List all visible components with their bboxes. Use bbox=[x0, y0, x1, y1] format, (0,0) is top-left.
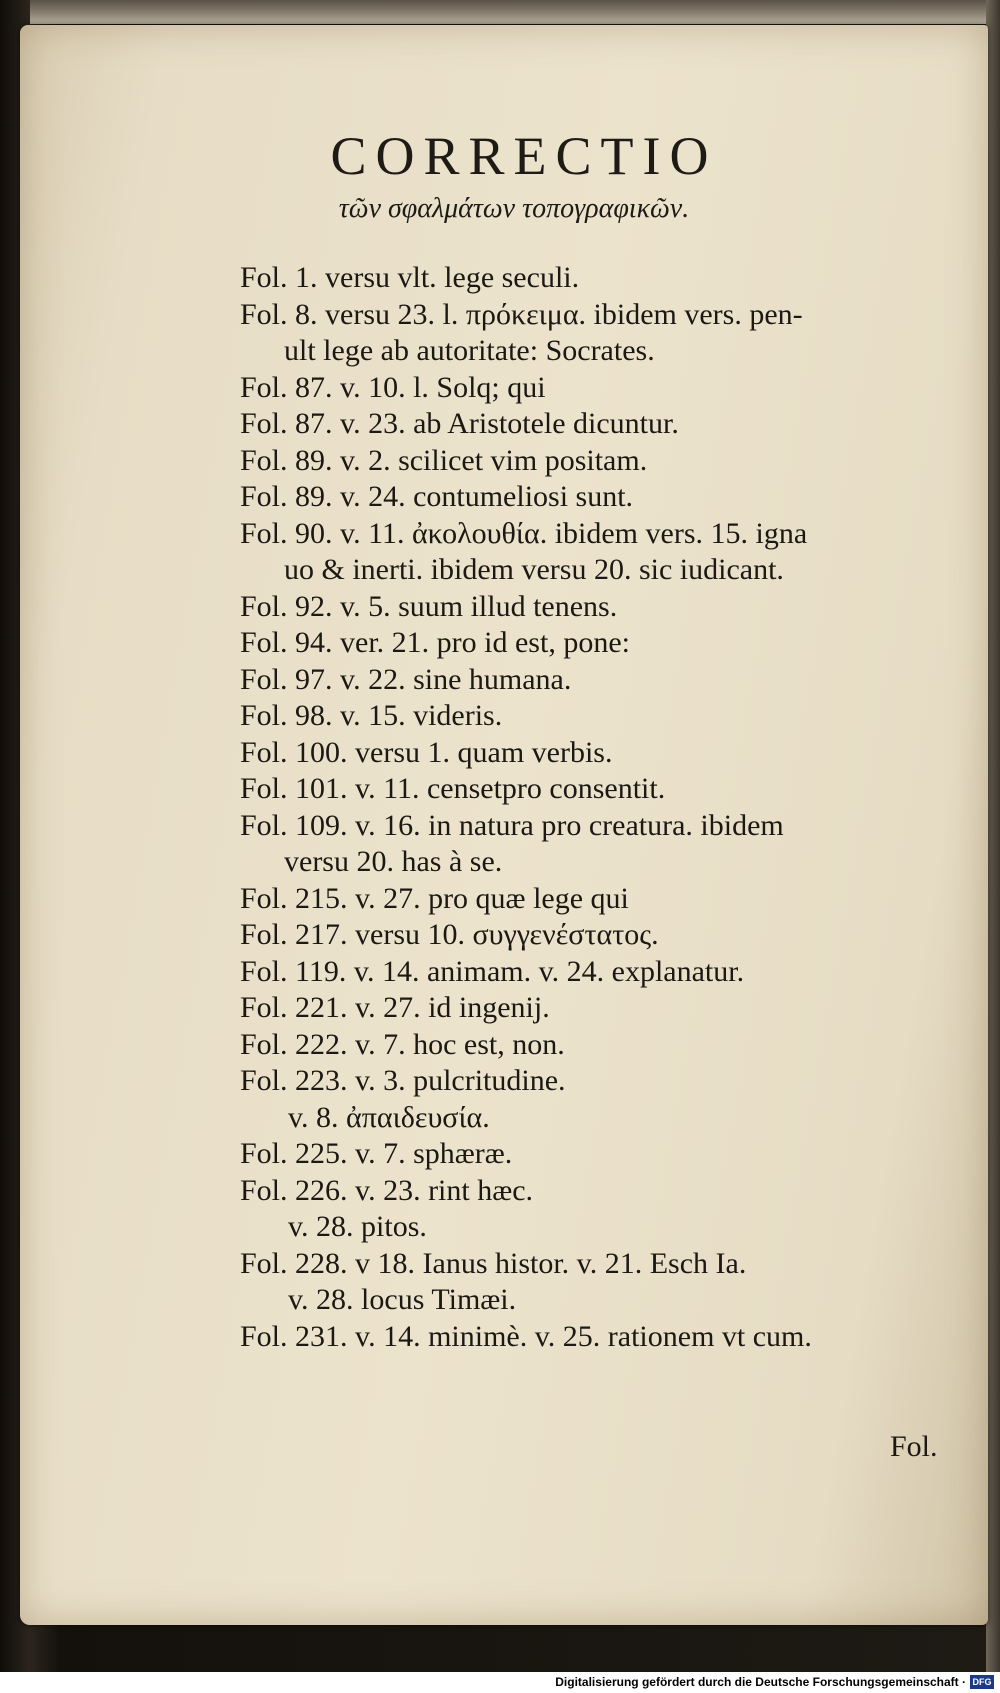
errata-entry: Fol. 222. v. 7. hoc est, non. bbox=[240, 1027, 565, 1061]
errata-entry: Fol. 217. versu 10. συγγενέστατος. bbox=[240, 918, 659, 951]
errata-entry: Fol. 221. v. 27. id ingenij. bbox=[240, 991, 550, 1024]
errata-entry-continuation: versu 20. has à se. bbox=[284, 845, 503, 878]
errata-entry: Fol. 231. v. 14. minimè. v. 25. rationem vt cum. bbox=[240, 1319, 812, 1353]
errata-entry: Fol. 8. versu 23. l. πρόκειμα. ibidem vers. pen- bbox=[240, 297, 803, 331]
errata-entry: Fol. 101. v. 11. censetpro consentit. bbox=[240, 772, 666, 805]
errata-entry-continuation: ult lege ab autoritate: Socrates. bbox=[284, 334, 655, 367]
errata-entry: Fol. 87. v. 23. ab Aristotele dicuntur. bbox=[240, 407, 679, 440]
errata-entry: Fol. 223. v. 3. pulcritudine. bbox=[240, 1064, 566, 1097]
errata-list bbox=[240, 260, 960, 1355]
book-top-edge bbox=[30, 0, 990, 24]
errata-entry-continuation: v. 28. locus Timæi. bbox=[288, 1283, 517, 1316]
digitization-credit: Digitalisierung gefördert durch die Deutsche Forschungsgemeinschaft · bbox=[555, 1675, 966, 1689]
page-subheading: τῶν σφαλμάτων τοπογραφικῶν. bbox=[338, 193, 690, 224]
footer-bar bbox=[0, 1672, 1000, 1693]
catchword: Fol. bbox=[890, 1430, 938, 1463]
errata-entry: Fol. 228. v 18. Ianus histor. v. 21. Esch Ia. bbox=[240, 1246, 747, 1280]
errata-entry: Fol. 1. versu vlt. lege seculi. bbox=[240, 261, 580, 294]
errata-entry: Fol. 97. v. 22. sine humana. bbox=[240, 662, 572, 696]
errata-entry: Fol. 109. v. 16. in natura pro creatura. ibidem bbox=[240, 808, 784, 842]
errata-entry-continuation: v. 8. ἀπαιδευσία. bbox=[288, 1100, 490, 1134]
errata-entry: Fol. 226. v. 23. rint hæc. bbox=[240, 1173, 534, 1207]
errata-entry: Fol. 89. v. 2. scilicet vim positam. bbox=[240, 443, 648, 477]
errata-entry: Fol. 119. v. 14. animam. v. 24. explanatur. bbox=[240, 954, 745, 988]
book-page bbox=[20, 25, 988, 1625]
errata-entry: Fol. 100. versu 1. quam verbis. bbox=[240, 735, 613, 769]
errata-entry: Fol. 94. ver. 21. pro id est, pone: bbox=[240, 626, 630, 659]
errata-entry-continuation: uo & inerti. ibidem versu 20. sic iudicant. bbox=[284, 553, 784, 586]
page-heading: CORRECTIO bbox=[330, 126, 718, 186]
dfg-logo-icon: DFG bbox=[970, 1675, 994, 1689]
errata-entry: Fol. 87. v. 10. l. Solq; qui bbox=[240, 370, 546, 404]
errata-entry: Fol. 92. v. 5. suum illud tenens. bbox=[240, 589, 618, 623]
errata-entry: Fol. 225. v. 7. sphæræ. bbox=[240, 1137, 513, 1170]
errata-entry: Fol. 90. v. 11. ἀκολουθία. ibidem vers. 15. igna bbox=[240, 516, 808, 550]
errata-entry: Fol. 89. v. 24. contumeliosi sunt. bbox=[240, 480, 634, 513]
errata-entry-continuation: v. 28. pitos. bbox=[288, 1210, 427, 1243]
errata-entry: Fol. 215. v. 27. pro quæ lege qui bbox=[240, 881, 629, 915]
errata-entry: Fol. 98. v. 15. videris. bbox=[240, 699, 503, 732]
book-right-edge bbox=[986, 0, 1000, 1672]
